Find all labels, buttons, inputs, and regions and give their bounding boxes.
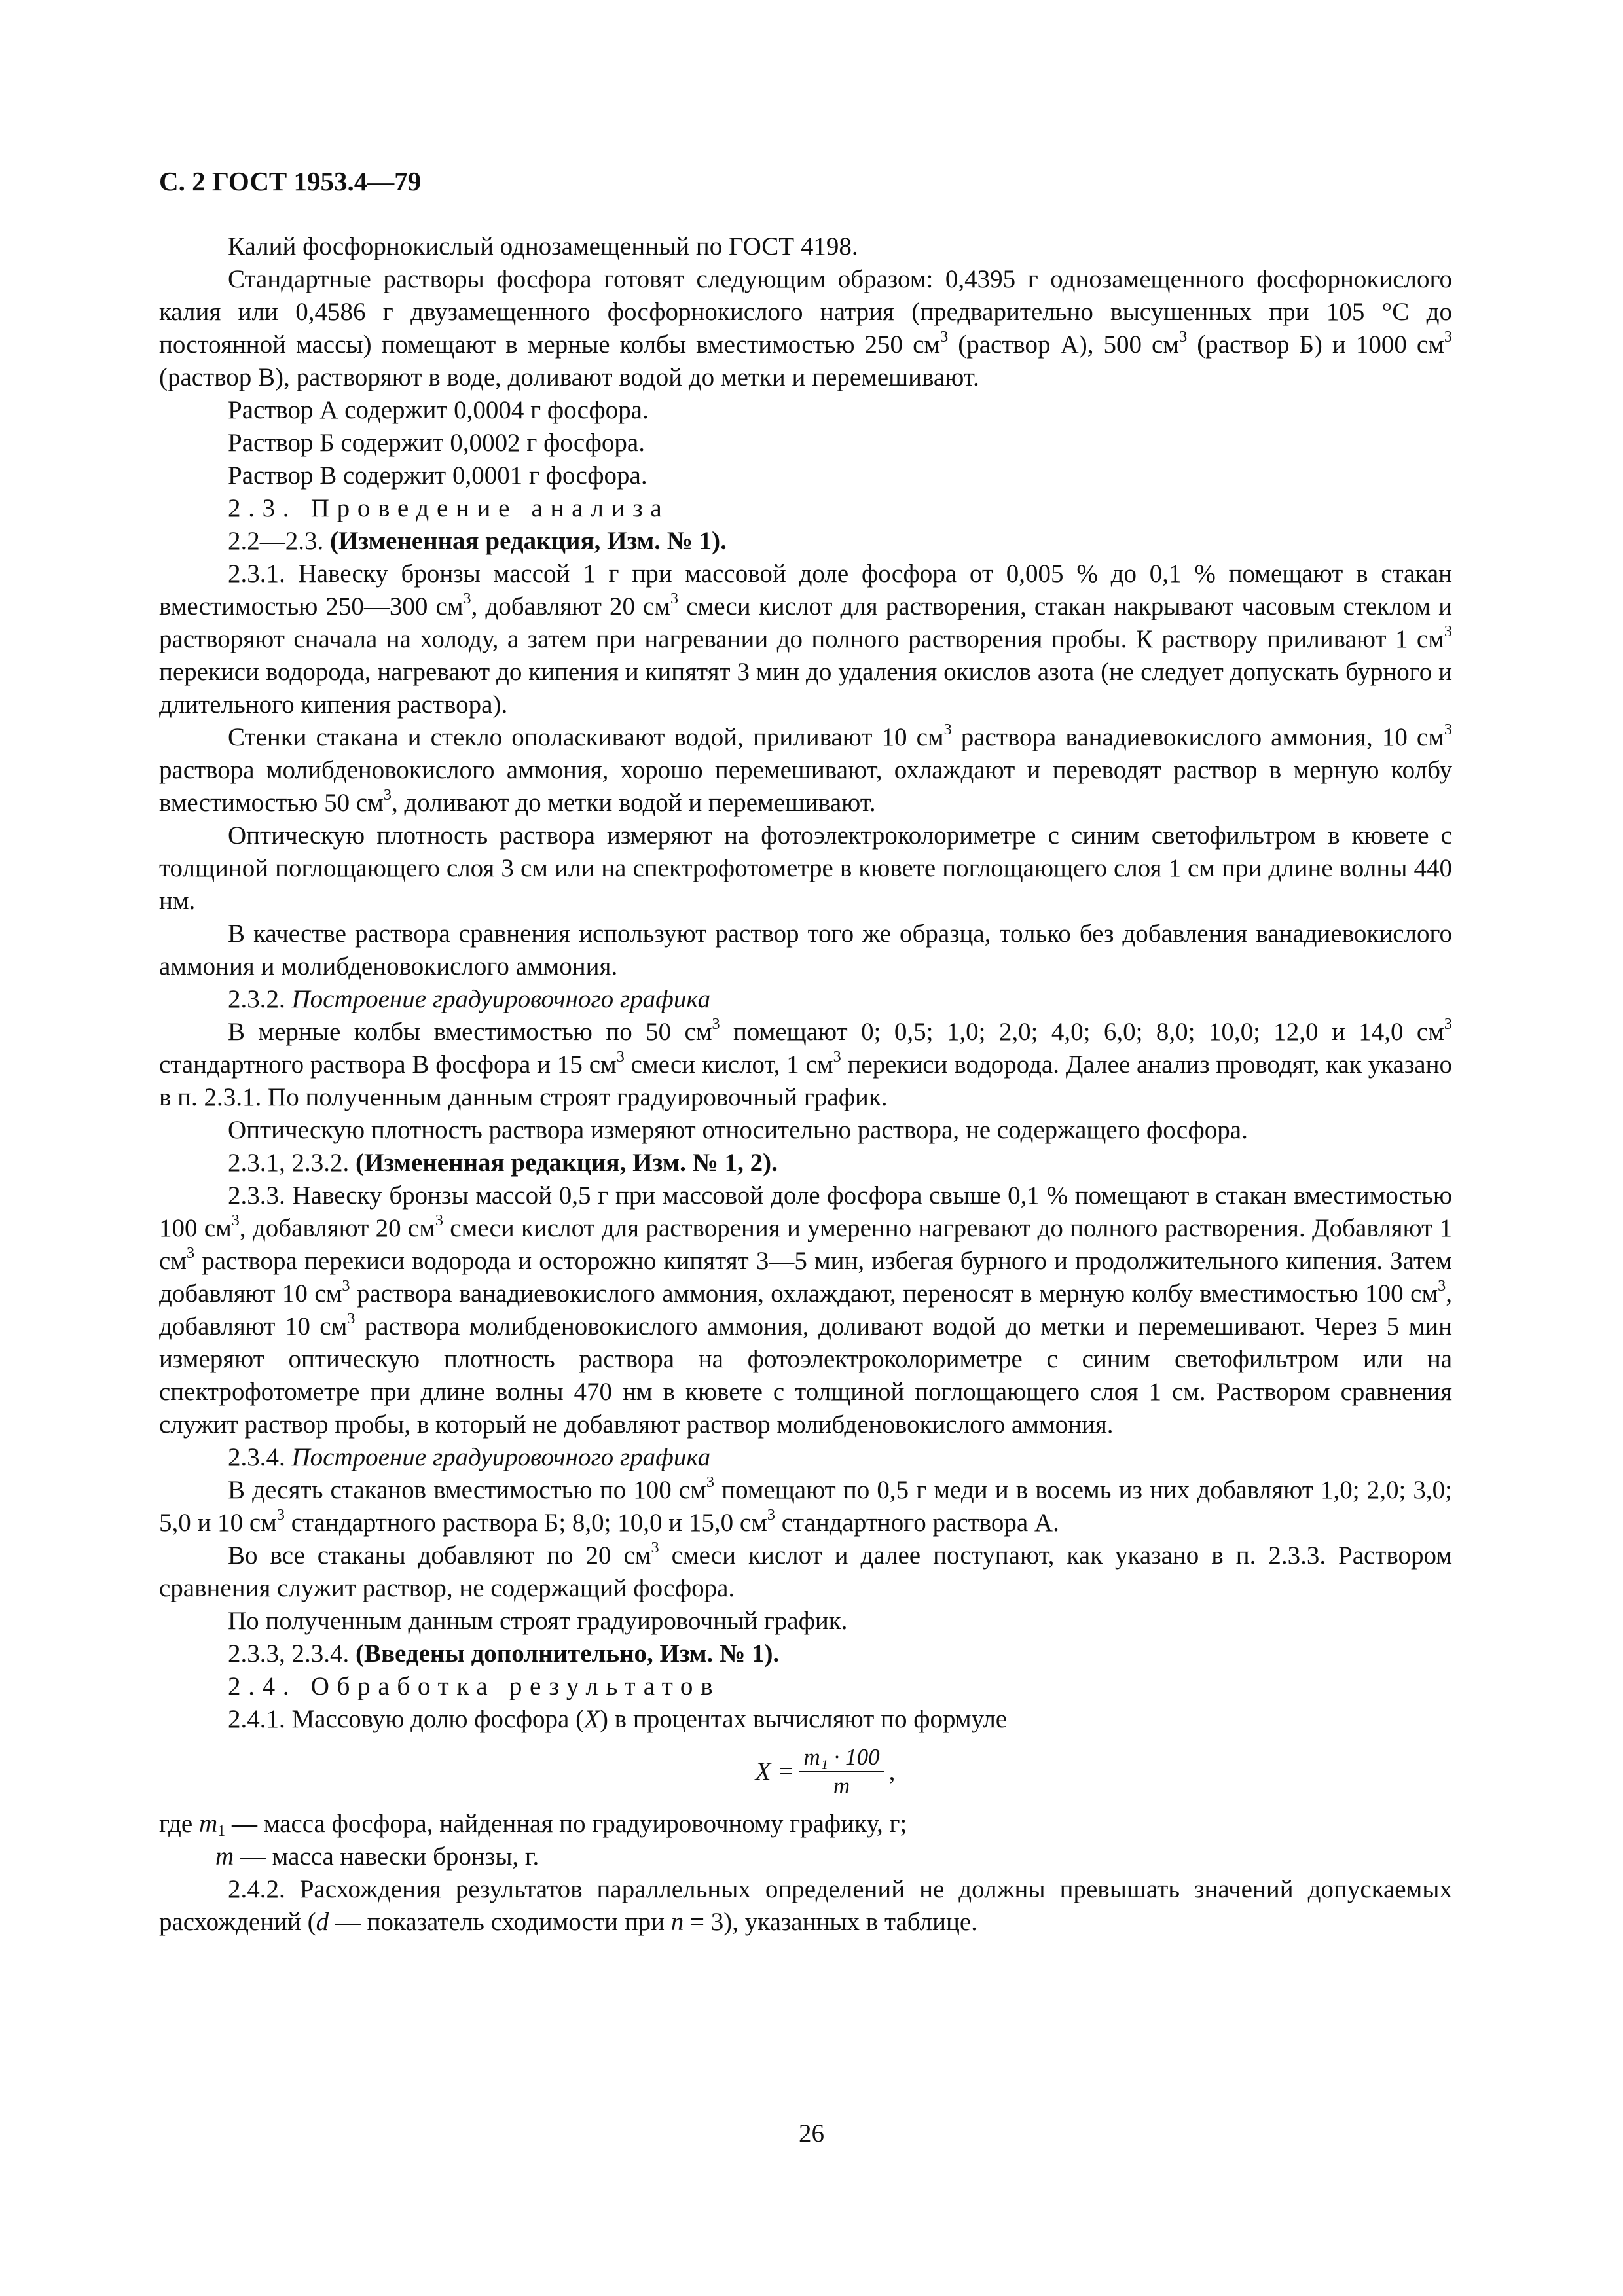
mass-fraction-formula <box>198 1736 1452 1808</box>
paragraph-solution-v: Раствор В содержит 0,0001 г фосфора. <box>228 461 647 490</box>
section-heading-analysis: 2.3. Проведение анализа <box>228 494 670 522</box>
heading-2-3-4: 2.3.4. Построение градуировочного графика <box>228 1443 711 1471</box>
where-m: m — масса навески бронзы, г. <box>215 1842 539 1871</box>
amendment-note-2-3-3: 2.3.3, 2.3.4. (Введены дополнительно, Изм. № 1). <box>228 1640 780 1668</box>
paragraph-optical-density-1: Оптическую плотность раствора измеряют на фотоэлектроколориметре с синим светофильтром в кювете с толщиной поглощающего слоя 3 см или на спектрофотометре в кювете поглощающего слоя 1 см при длине волны 440 нм. <box>159 821 1452 915</box>
paragraph-all-beakers: Во все стаканы добавляют по 20 $см^3$ смеси кислот и далее поступают, как указано в п. 2.3.3. Раствором сравнения служит раствор, не содержащий фосфора. <box>159 1539 1452 1602</box>
section-heading-results: 2.4. Обработка результатов <box>228 1672 721 1700</box>
formula-comma: , <box>888 1757 896 1785</box>
paragraph-2-4-2: 2.4.2. Расхождения результатов параллельных определений не должны превышать значений допускаемых расхождений (d — показатель сходимости при n = 3), указанных в таблице. <box>159 1875 1452 1936</box>
paragraph-standard-solutions: Стандартные растворы фосфора готовят следующим образом: 0,4395 г однозамещенного фосфорнокислого калия или 0,4586 г двузамещенного фосфорнокислого натрия (предварительно высушенных при 105 °С до постоянной массы) помещают в мерные колбы вместимостью 250 $см^3$ (раствор А), 500 $см^3$ (раствор Б) и 1000 $см^3$ (раствор В), растворяют в воде, доливают водой до метки и перемешивают. <box>159 265 1453 391</box>
page-content <box>159 165 1452 1939</box>
formula-denominator: m <box>833 1773 850 1799</box>
amendment-note-2-2: 2.2—2.3. (Измененная редакция, Изм. № 1). <box>228 527 727 555</box>
paragraph-reference-solution: В качестве раствора сравнения используют раствор того же образца, только без добавления ванадиевокислого аммония и молибденовокислого аммония. <box>159 920 1452 980</box>
amendment-note-2-3-1: 2.3.1, 2.3.2. (Измененная редакция, Изм. № 1, 2). <box>228 1149 778 1177</box>
paragraph-kalij: Калий фосфорнокислый однозамещенный по ГОСТ 4198. <box>228 232 858 260</box>
paragraph-walls: Стенки стакана и стекло ополаскивают водой, приливают 10 $см^3$ раствора ванадиевокислого аммония, 10 $см^3$ раствора молибденовокислого аммония, хорошо перемешивают, охлаждают и переводят раствор в мерную колбу вместимостью 50 $см^3$, доливают до метки водой и перемешивают. <box>159 721 1452 817</box>
formula-fraction <box>799 1744 883 1800</box>
paragraph-2-3-1: 2.3.1. Навеску бронзы массой 1 г при массовой доле фосфора от 0,005 % до 0,1 % помещают в стакан вместимостью 250—300 $см^3$, добавляют 20 $см^3$ смеси кислот для растворения, стакан накрывают часовым стеклом и растворяют сначала на холоду, а затем при нагревании до полного растворения пробы. К раствору приливают 1 $см^3$ перекиси водорода, нагревают до кипения и кипятят 3 мин до удаления окислов азота (не следует допускать бурного и длительного кипения раствора). <box>159 560 1453 719</box>
paragraph-2-3-3: 2.3.3. Навеску бронзы массой 0,5 г при массовой доле фосфора свыше 0,1 % помещают в стакан вместимостью 100 $см^3$, добавляют 20 $см^3$ смеси кислот для растворения и умеренно нагревают до полного растворения. Добавляют 1 $см^3$ раствора перекиси водорода и осторожно кипятят 3—5 мин, избегая бурного и продолжительного кипения. Затем добавляют 10 $см^3$ раствора ванадиевокислого аммония, охлаждают, переносят в мерную колбу вместимостью 100 $см^3$, добавляют 10 $см^3$ раствора молибденовокислого аммония, доливают водой до метки и перемешивают. Через 5 мин измеряют оптическую плотность раствора на фотоэлектроколориметре с синим светофильтром или на спектрофотометре при длине волны 470 нм в кювете с толщиной поглощающего слоя 1 см. Раствором сравнения служит раствор пробы, в который не добавляют раствор молибденовокислого аммония. <box>159 1181 1452 1439</box>
paragraph-2-3-4: В десять стаканов вместимостью по 100 $см^3$ помещают по 0,5 г меди и в восемь из них добавляют 1,0; 2,0; 3,0; 5,0 и 10 $см^3$ стандартного раствора Б; 8,0; 10,0 и 15,0 $см^3$ стандартного раствора А. <box>159 1473 1453 1537</box>
heading-2-3-2: 2.3.2. Построение градуировочного графика <box>228 985 711 1013</box>
page-header: С. 2 ГОСТ 1953.4—79 <box>159 166 422 196</box>
formula-lhs: X = <box>755 1757 795 1785</box>
where-m1: где $m_1$ — масса фосфора, найденная по градуировочному графику, г; <box>159 1810 907 1840</box>
formula-numerator: m₁ · 100 <box>799 1744 883 1772</box>
paragraph-solution-b: Раствор Б содержит 0,0002 г фосфора. <box>228 429 645 457</box>
paragraph-2-4-1: 2.4.1. Массовую долю фосфора (X) в процентах вычисляют по формуле <box>228 1705 1008 1733</box>
paragraph-solution-a: Раствор А содержит 0,0004 г фосфора. <box>228 396 649 424</box>
page-number: 26 <box>799 2119 824 2147</box>
paragraph-optical-density-2: Оптическую плотность раствора измеряют относительно раствора, не содержащего фосфора. <box>228 1116 1248 1144</box>
paragraph-build-graph: По полученным данным строят градуировочный график. <box>228 1607 848 1635</box>
paragraph-2-3-2: В мерные колбы вместимостью по 50 $см^3$ помещают 0; 0,5; 1,0; 2,0; 4,0; 6,0; 8,0; 10,0; 12,0 и 14,0 $см^3$ стандартного раствора В фосфора и 15 $см^3$ смеси кислот, 1 $см^3$ перекиси водорода. Далее анализ проводят, как указано в п. 2.3.1. По полученным данным строят градуировочный график. <box>159 1015 1452 1111</box>
